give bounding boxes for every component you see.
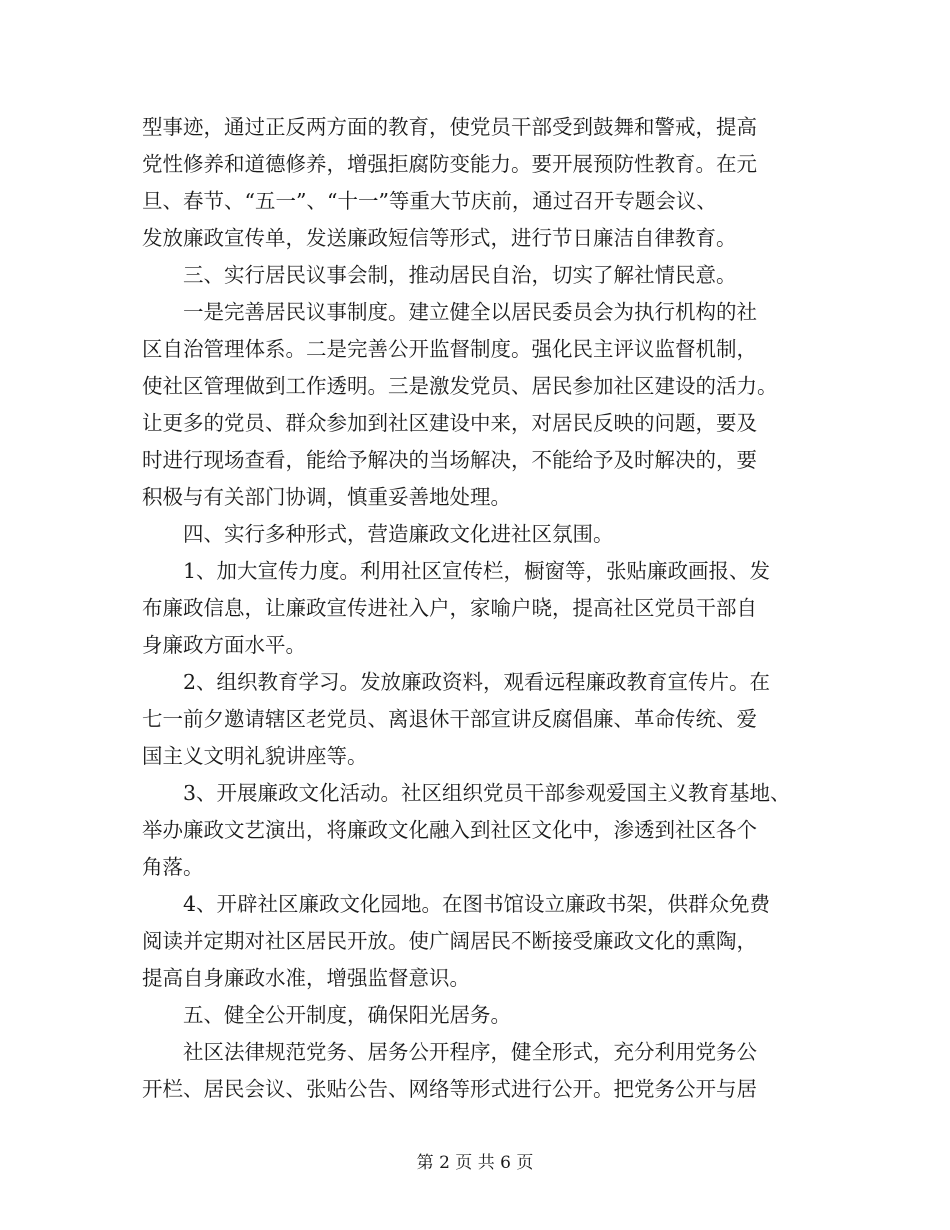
text-line: 举办廉政文艺演出，将廉政文化融入到社区文化中，渗透到社区各个: [142, 818, 757, 842]
text-line: 七一前夕邀请辖区老党员、离退休干部宣讲反腐倡廉、革命传统、爱: [142, 707, 757, 731]
text-line: 旦、春节、“五一”、“十一”等重大节庆前，通过召开专题会议、: [142, 189, 717, 213]
text-line: 党性修养和道德修养，增强拒腐防变能力。要开展预防性教育。在元: [142, 152, 757, 176]
section-heading-3: 三、实行居民议事会制，推动居民自治，切实了解社情民意。: [142, 263, 737, 287]
text-line: 角落。: [142, 855, 204, 879]
text-line: 社区法律规范党务、居务公开程序，健全形式，充分利用党务公: [142, 1040, 757, 1064]
text-line: 布廉政信息，让廉政宣传进社入户，家喻户晓，提高社区党员干部自: [142, 596, 757, 620]
section-heading-5: 五、健全公开制度，确保阳光居务。: [142, 1003, 511, 1027]
text-line: 区自治管理体系。二是完善公开监督制度。强化民主评议监督机制，: [142, 337, 757, 361]
text-line: 型事迹，通过正反两方面的教育，使党员干部受到鼓舞和警戒，提高: [142, 115, 757, 139]
page-footer: 第 2 页 共 6 页: [416, 1153, 534, 1173]
text-line: 4、开辟社区廉政文化园地。在图书馆设立廉政书架，供群众免费: [142, 892, 771, 916]
text-line: 国主义文明礼貌讲座等。: [142, 744, 368, 768]
text-line: 身廉政方面水平。: [142, 633, 306, 657]
text-line: 阅读并定期对社区居民开放。使广阔居民不断接受廉政文化的熏陶，: [142, 929, 757, 953]
text-line: 开栏、居民会议、张贴公告、网络等形式进行公开。把党务公开与居: [142, 1077, 757, 1101]
text-line: 1、加大宣传力度。利用社区宣传栏，橱窗等，张贴廉政画报、发: [142, 559, 771, 583]
text-line: 3、开展廉政文化活动。社区组织党员干部参观爱国主义教育基地、: [142, 781, 791, 805]
text-line: 2、组织教育学习。发放廉政资料，观看远程廉政教育宣传片。在: [142, 670, 771, 694]
text-line: 让更多的党员、群众参加到社区建设中来，对居民反映的问题，要及: [142, 411, 757, 435]
text-line: 时进行现场查看，能给予解决的当场解决，不能给予及时解决的，要: [142, 448, 757, 472]
text-line: 一是完善居民议事制度。建立健全以居民委员会为执行机构的社: [142, 300, 757, 324]
text-line: 使社区管理做到工作透明。三是激发党员、居民参加社区建设的活力。: [142, 374, 778, 398]
text-line: 积极与有关部门协调，慎重妥善地处理。: [142, 485, 511, 509]
text-line: 提高自身廉政水准，增强监督意识。: [142, 966, 470, 990]
text-line: 发放廉政宣传单，发送廉政短信等形式，进行节日廉洁自律教育。: [142, 226, 737, 250]
section-heading-4: 四、实行多种形式，营造廉政文化进社区氛围。: [142, 522, 614, 546]
